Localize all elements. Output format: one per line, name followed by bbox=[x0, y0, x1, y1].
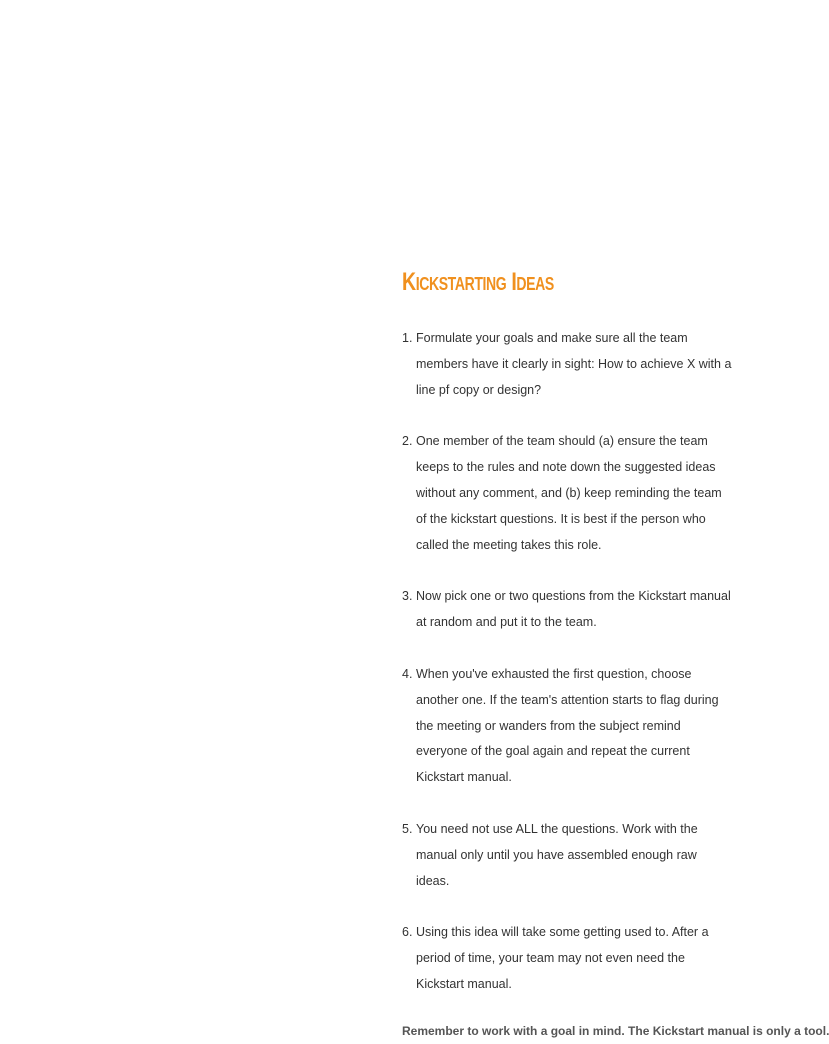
section-title: Kickstarting Ideas bbox=[402, 268, 554, 296]
step-text: You need not use ALL the questions. Work with the manual only until you have assembled enough raw ideas. bbox=[416, 821, 698, 888]
step-1 bbox=[402, 326, 732, 403]
step-number: 5. bbox=[402, 821, 413, 836]
step-5 bbox=[402, 817, 732, 894]
step-text: When you've exhausted the first question, choose another one. If the team's attention starts to flag during the meeting or wanders from the subject remind everyone of the goal again and repeat the current Kickstart manual. bbox=[416, 666, 719, 785]
step-text: Now pick one or two questions from the Kickstart manual at random and put it to the team. bbox=[416, 589, 731, 630]
step-3 bbox=[402, 584, 732, 636]
steps-list bbox=[402, 326, 732, 998]
step-text: One member of the team should (a) ensure the team keeps to the rules and note down the suggested ideas without any comment, and (b) keep reminding the team of the kickstart questions. It is best if the person who called the meeting takes this role. bbox=[416, 434, 722, 552]
step-text: Using this idea will take some getting used to. After a period of time, your team may not even need the Kickstart manual. bbox=[416, 925, 709, 991]
step-2 bbox=[402, 429, 732, 558]
step-number: 6. bbox=[402, 925, 413, 940]
step-number: 3. bbox=[402, 589, 413, 604]
step-text: Formulate your goals and make sure all the team members have it clearly in sight: How to achieve X with a line pf copy or design? bbox=[416, 331, 732, 397]
step-number: 1. bbox=[402, 331, 413, 345]
step-number: 4. bbox=[402, 666, 413, 681]
step-6 bbox=[402, 920, 732, 997]
kickstarting-section bbox=[402, 262, 829, 1044]
step-number: 2. bbox=[402, 434, 413, 449]
step-4 bbox=[402, 662, 732, 791]
closing-note: Remember to work with a goal in mind. The Kickstart manual is only a tool. bbox=[402, 1023, 829, 1038]
